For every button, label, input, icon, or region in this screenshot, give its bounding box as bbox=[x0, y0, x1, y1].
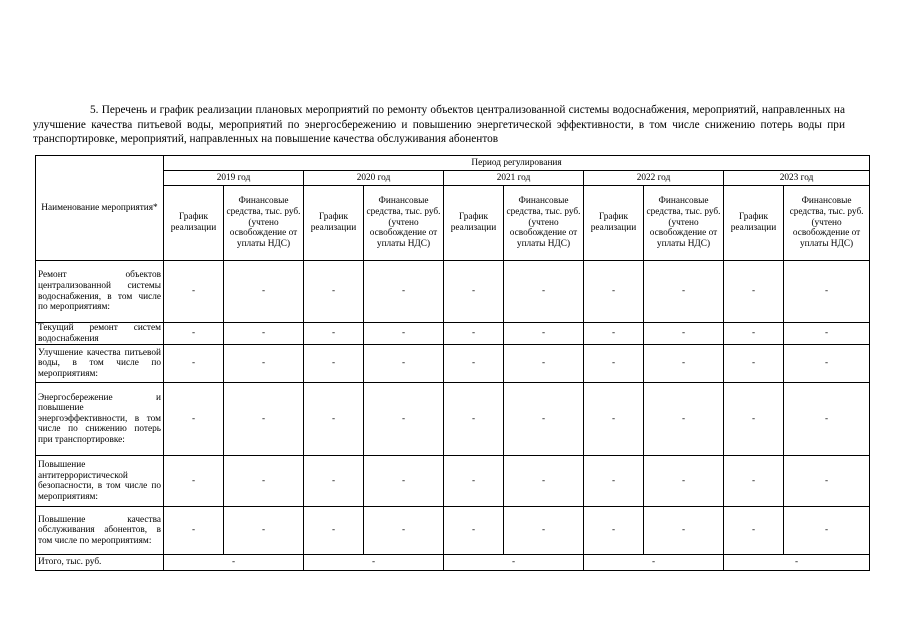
schedule-cell: - bbox=[444, 507, 504, 555]
year-header: 2022 год bbox=[584, 171, 724, 186]
finance-cell: - bbox=[364, 345, 444, 383]
finance-cell: - bbox=[224, 261, 304, 323]
schedule-cell: - bbox=[724, 383, 784, 456]
finance-cell: - bbox=[504, 323, 584, 345]
schedule-header: График реализации bbox=[584, 186, 644, 261]
activity-name: Текущий ремонт систем водоснабжения bbox=[36, 323, 164, 345]
finance-cell: - bbox=[644, 383, 724, 456]
plan-table-body bbox=[36, 261, 870, 571]
schedule-cell: - bbox=[444, 345, 504, 383]
finance-cell: - bbox=[644, 323, 724, 345]
finance-cell: - bbox=[364, 323, 444, 345]
finance-cell: - bbox=[644, 507, 724, 555]
finance-header: Финансовые средства, тыс. руб. (учтено освобождение от уплаты НДС) bbox=[224, 186, 304, 261]
schedule-cell: - bbox=[304, 261, 364, 323]
schedule-cell: - bbox=[304, 383, 364, 456]
schedule-cell: - bbox=[164, 383, 224, 456]
schedule-cell: - bbox=[724, 345, 784, 383]
total-label: Итого, тыс. руб. bbox=[36, 555, 164, 571]
finance-cell: - bbox=[504, 383, 584, 456]
schedule-cell: - bbox=[584, 507, 644, 555]
activity-name: Энергосбережение и повышение энергоэффективности, в том числе по снижению потерь при транспортировке: bbox=[36, 383, 164, 456]
total-cell: - bbox=[444, 555, 584, 571]
schedule-cell: - bbox=[724, 456, 784, 507]
finance-cell: - bbox=[224, 323, 304, 345]
finance-cell: - bbox=[224, 456, 304, 507]
schedule-header: График реализации bbox=[724, 186, 784, 261]
total-cell: - bbox=[164, 555, 304, 571]
year-header: 2023 год bbox=[724, 171, 870, 186]
activity-name: Повышение качества обслуживания абонентов, в том числе по мероприятиям: bbox=[36, 507, 164, 555]
schedule-cell: - bbox=[304, 456, 364, 507]
schedule-header: График реализации bbox=[444, 186, 504, 261]
finance-cell: - bbox=[784, 456, 870, 507]
finance-cell: - bbox=[224, 345, 304, 383]
finance-cell: - bbox=[784, 507, 870, 555]
finance-cell: - bbox=[644, 345, 724, 383]
schedule-cell: - bbox=[444, 323, 504, 345]
table-row bbox=[36, 261, 870, 323]
finance-cell: - bbox=[364, 507, 444, 555]
schedule-cell: - bbox=[304, 507, 364, 555]
finance-cell: - bbox=[784, 261, 870, 323]
finance-cell: - bbox=[504, 345, 584, 383]
activity-name: Повышение антитеррористической безопасности, в том числе по мероприятиям: bbox=[36, 456, 164, 507]
finance-header: Финансовые средства, тыс. руб. (учтено освобождение от уплаты НДС) bbox=[644, 186, 724, 261]
period-header: Период регулирования bbox=[164, 156, 870, 171]
finance-cell: - bbox=[644, 261, 724, 323]
schedule-cell: - bbox=[444, 261, 504, 323]
schedule-cell: - bbox=[724, 507, 784, 555]
finance-cell: - bbox=[784, 323, 870, 345]
schedule-cell: - bbox=[724, 323, 784, 345]
table-row bbox=[36, 507, 870, 555]
schedule-cell: - bbox=[584, 345, 644, 383]
schedule-cell: - bbox=[304, 345, 364, 383]
finance-cell: - bbox=[364, 383, 444, 456]
plan-table bbox=[35, 155, 870, 571]
schedule-cell: - bbox=[444, 456, 504, 507]
finance-cell: - bbox=[504, 507, 584, 555]
total-cell: - bbox=[584, 555, 724, 571]
schedule-cell: - bbox=[584, 383, 644, 456]
schedule-cell: - bbox=[164, 323, 224, 345]
year-header: 2019 год bbox=[164, 171, 304, 186]
schedule-cell: - bbox=[164, 345, 224, 383]
table-row bbox=[36, 383, 870, 456]
schedule-cell: - bbox=[304, 323, 364, 345]
schedule-cell: - bbox=[164, 507, 224, 555]
schedule-cell: - bbox=[164, 456, 224, 507]
finance-cell: - bbox=[364, 456, 444, 507]
finance-cell: - bbox=[224, 507, 304, 555]
year-header: 2020 год bbox=[304, 171, 444, 186]
total-cell: - bbox=[724, 555, 870, 571]
finance-cell: - bbox=[504, 456, 584, 507]
schedule-header: График реализации bbox=[304, 186, 364, 261]
year-header: 2021 год bbox=[444, 171, 584, 186]
schedule-cell: - bbox=[584, 456, 644, 507]
schedule-cell: - bbox=[444, 383, 504, 456]
section-heading: 5. Перечень и график реализации плановых мероприятий по ремонту объектов централизованной системы водоснабжения, мероприятий, направленных на улучшение качества питьевой воды, мероприятий по энергосбережению и повышению энергетической эффективности, в том числе снижению потерь воды при транспортировке, мероприятий, направленных на повышение качества обслуживания абонентов bbox=[33, 104, 845, 146]
schedule-cell: - bbox=[584, 323, 644, 345]
finance-cell: - bbox=[644, 456, 724, 507]
total-row bbox=[36, 555, 870, 571]
activity-name: Ремонт объектов централизованной системы водоснабжения, в том числе по мероприятиям: bbox=[36, 261, 164, 323]
finance-cell: - bbox=[784, 383, 870, 456]
schedule-header: График реализации bbox=[164, 186, 224, 261]
finance-cell: - bbox=[784, 345, 870, 383]
finance-header: Финансовые средства, тыс. руб. (учтено освобождение от уплаты НДС) bbox=[364, 186, 444, 261]
table-row bbox=[36, 456, 870, 507]
finance-header: Финансовые средства, тыс. руб. (учтено освобождение от уплаты НДС) bbox=[504, 186, 584, 261]
schedule-cell: - bbox=[724, 261, 784, 323]
finance-header: Финансовые средства, тыс. руб. (учтено освобождение от уплаты НДС) bbox=[784, 186, 870, 261]
finance-cell: - bbox=[504, 261, 584, 323]
finance-cell: - bbox=[224, 383, 304, 456]
schedule-cell: - bbox=[164, 261, 224, 323]
finance-cell: - bbox=[364, 261, 444, 323]
activity-name: Улучшение качества питьевой воды, в том числе по мероприятиям: bbox=[36, 345, 164, 383]
schedule-cell: - bbox=[584, 261, 644, 323]
name-column-header: Наименование мероприятия* bbox=[36, 156, 164, 261]
table-row bbox=[36, 323, 870, 345]
total-cell: - bbox=[304, 555, 444, 571]
table-row bbox=[36, 345, 870, 383]
